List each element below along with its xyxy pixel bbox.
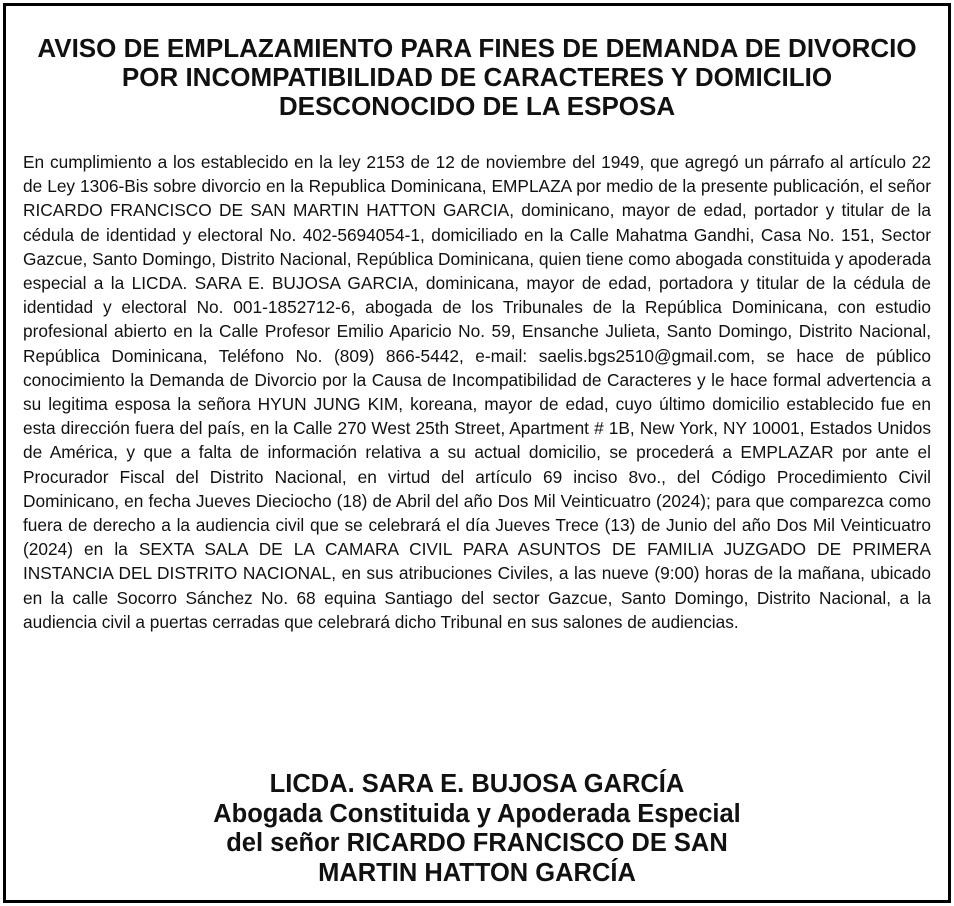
notice-title: AVISO DE EMPLAZAMIENTO PARA FINES DE DEMANDA DE DIVORCIO POR INCOMPATIBILIDAD DE CARACTERES Y DOMICILIO DESCONOCIDO DE LA ESPOSA bbox=[37, 33, 917, 121]
signature-client-line-1: del señor RICARDO FRANCISCO DE SAN bbox=[226, 829, 728, 857]
notice-body: En cumplimiento a los establecido en la ley 2153 de 12 de noviembre del 1949, que agregó un párrafo al artículo 22 de Ley 1306-Bis sobre divorcio en la Republica Dominicana, EMPLAZA por medio de la presente publicación, el señor RICARDO FRANCISCO DE SAN MARTIN HATTON GARCIA, dominicano, mayor de edad, portador y titular de la cédula de identidad y electoral No. 402-5694054-1, domiciliado en la Calle Mahatma Gandhi, Casa No. 151, Sector Gazcue, Santo Domingo, Distrito Nacional, República Dominicana, quien tiene como abogada constituida y apoderada especial a la LICDA. SARA E. BUJOSA GARCIA, dominicana, mayor de edad, portadora y titular de la cédula de identidad y electoral No. 001-1852712-6, abogada de los Tribunales de la República Dominicana, con estudio profesional abierto en la Calle Profesor Emilio Aparicio No. 59, Ensanche Julieta, Santo Domingo, Distrito Nacional, República Dominicana, Teléfono No. (809) 866-5442, e-mail: saelis.bgs2510@gmail.com, se hace de público conocimiento la Demanda de Divorcio por la Causa de Incompatibilidad de Caracteres y le hace formal advertencia a su legitima esposa la señora HYUN JUNG KIM, koreana, mayor de edad, cuyo último domicilio establecido fue en esta dirección fuera del país, en la Calle 270 West 25th Street, Apartment # 1B, New York, NY 10001, Estados Unidos de América, y que a falta de información relativa a su actual domicilio, se procederá a EMPLAZAR por ante el Procurador Fiscal del Distrito Nacional, en virtud del artículo 69 inciso 8vo., del Código Procedimiento Civil Dominicano, en fecha Jueves Dieciocho (18) de Abril del año Dos Mil Veinticuatro (2024); para que comparezca como fuera de derecho a la audiencia civil que se celebrará el día Jueves Trece (13) de Junio del año Dos Mil Veinticuatro (2024) en la SEXTA SALA DE LA CAMARA CIVIL PARA ASUNTOS DE FAMILIA JUZGADO DE PRIMERA INSTANCIA DEL DISTRITO NACIONAL, en sus atribuciones Civiles, a las nueve (9:00) horas de la mañana, ubicado en la calle Socorro Sánchez No. 68 equina Santiago del sector Gazcue, Santo Domingo, Distrito Nacional, a la audiencia civil a puertas cerradas que celebrará dicho Tribunal en sus salones de audiencias. bbox=[23, 152, 931, 632]
signature-block bbox=[28, 770, 926, 888]
signature-client-line-2: MARTIN HATTON GARCÍA bbox=[318, 858, 636, 887]
legal-notice-frame bbox=[3, 3, 951, 903]
signature-role: Abogada Constituida y Apoderada Especial bbox=[213, 799, 741, 828]
signature-name: LICDA. SARA E. BUJOSA GARCÍA bbox=[269, 770, 685, 798]
